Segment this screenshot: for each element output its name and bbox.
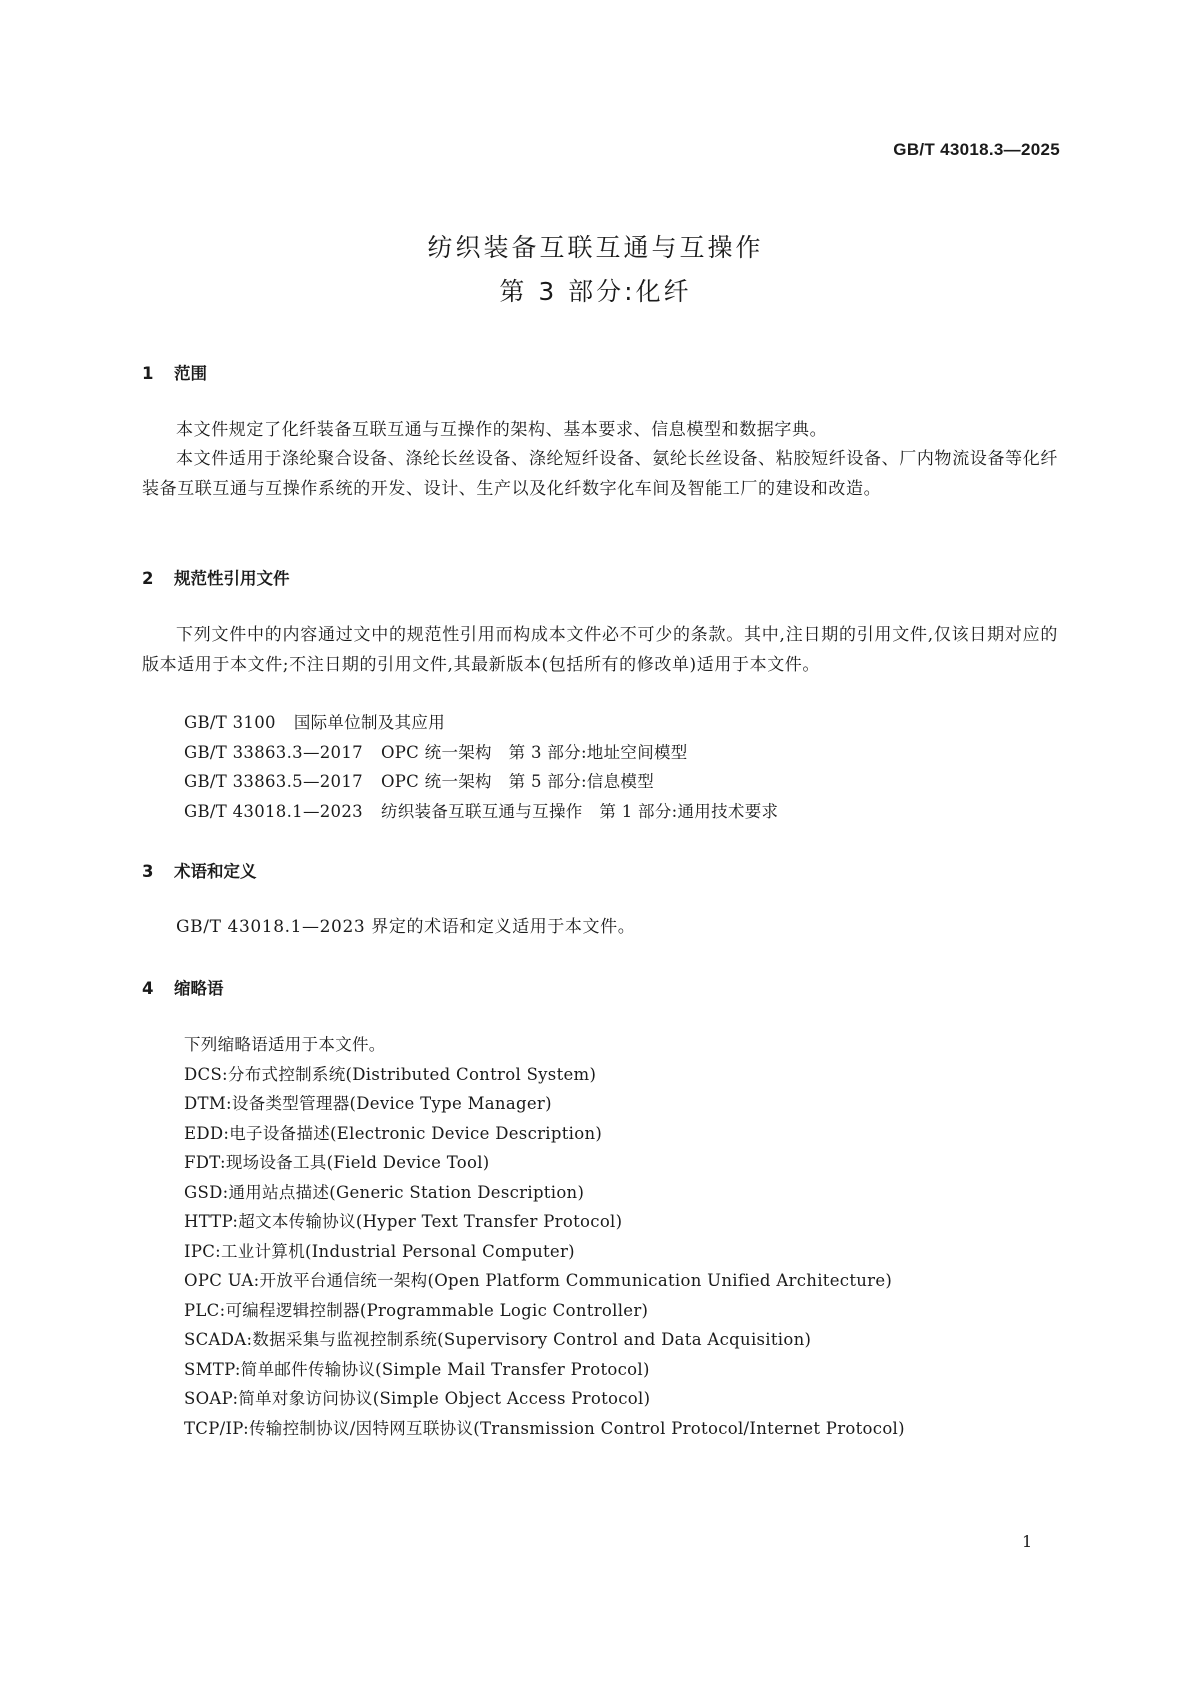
reference-code: GB/T 33863.5—2017 [184,772,363,791]
reference-title: OPC 统一架构 第 3 部分:地址空间模型 [380,742,688,762]
abbreviation-item: TCP/IP:传输控制协议/因特网互联协议(Transmission Control Protocol/Internet Protocol) [184,1418,905,1438]
section-title: 规范性引用文件 [174,569,290,588]
abbreviation-item: IPC:工业计算机(Industrial Personal Computer) [184,1241,575,1261]
standard-number: GB/T 43018.3—2025 [893,140,1060,159]
section-2-intro: 下列文件中的内容通过文中的规范性引用而构成本文件必不可少的条款。其中,注日期的引用文件,仅该日期对应的版本适用于本文件;不注日期的引用文件,其最新版本(包括所有的修改单)适用于本文件。 [142,625,1058,675]
section-title: 术语和定义 [174,862,257,881]
normative-references-list [184,708,1064,826]
reference-code: GB/T 3100 [184,713,276,732]
reference-item [184,797,1064,827]
section-3-text: GB/T 43018.1—2023 界定的术语和定义适用于本文件。 [176,917,636,937]
abbreviation-item: HTTP:超文本传输协议(Hyper Text Transfer Protocol) [184,1212,623,1231]
reference-item [184,738,1064,768]
reference-title: OPC 统一架构 第 5 部分:信息模型 [380,772,654,791]
abbreviation-item: SOAP:简单对象访问协议(Simple Object Access Protocol) [184,1389,651,1408]
abbreviation-item: GSD:通用站点描述(Generic Station Description) [184,1182,585,1202]
abbreviation-item: PLC:可编程逻辑控制器(Programmable Logic Controller) [184,1300,649,1320]
section-4-heading [142,975,224,999]
section-3-heading [142,858,257,882]
section-title: 范围 [174,364,207,383]
abbreviation-item: FDT:现场设备工具(Field Device Tool) [184,1153,490,1172]
section-number: 1 [142,364,154,383]
title-line-1: 纺织装备互联互通与互操作 [427,233,764,262]
section-number: 3 [142,862,154,881]
abbreviation-item: EDD:电子设备描述(Electronic Device Description) [184,1123,603,1143]
abbreviations-intro: 下列缩略语适用于本文件。 [184,1035,386,1054]
section-1-heading [142,360,207,384]
section-2-heading [142,565,290,589]
section-1-paragraph-2: 本文件适用于涤纶聚合设备、涤纶长丝设备、涤纶短纤设备、氨纶长丝设备、粘胶短纤设备、厂内物流设备等化纤装备互联互通与互操作系统的开发、设计、生产以及化纤数字化车间及智能工厂的建设和改造。 [142,449,1058,499]
reference-item [184,767,1064,797]
abbreviation-item: SCADA:数据采集与监视控制系统(Supervisory Control and Data Acquisition) [184,1330,812,1349]
section-1-paragraph-1: 本文件规定了化纤装备互联互通与互操作的架构、基本要求、信息模型和数据字典。 [176,420,828,440]
abbreviation-item: SMTP:简单邮件传输协议(Simple Mail Transfer Protocol) [184,1359,650,1379]
reference-title: 纺织装备互联互通与互操作 第 1 部分:通用技术要求 [380,801,779,821]
document-title [0,226,1191,314]
section-number: 4 [142,979,154,998]
reference-item [184,708,1064,738]
reference-code: GB/T 33863.3—2017 [184,742,363,762]
page-number: 1 [1022,1532,1033,1551]
abbreviation-item: DCS:分布式控制系统(Distributed Control System) [184,1064,597,1084]
reference-title: 国际单位制及其应用 [293,713,446,732]
section-number: 2 [142,569,154,588]
abbreviation-item: DTM:设备类型管理器(Device Type Manager) [184,1094,552,1113]
section-title: 缩略语 [174,979,224,998]
title-line-2: 第 3 部分:化纤 [499,277,692,306]
abbreviation-item: OPC UA:开放平台通信统一架构(Open Platform Communication Unified Architecture) [184,1271,893,1290]
reference-code: GB/T 43018.1—2023 [184,801,363,821]
abbreviations-list [184,1030,1064,1443]
